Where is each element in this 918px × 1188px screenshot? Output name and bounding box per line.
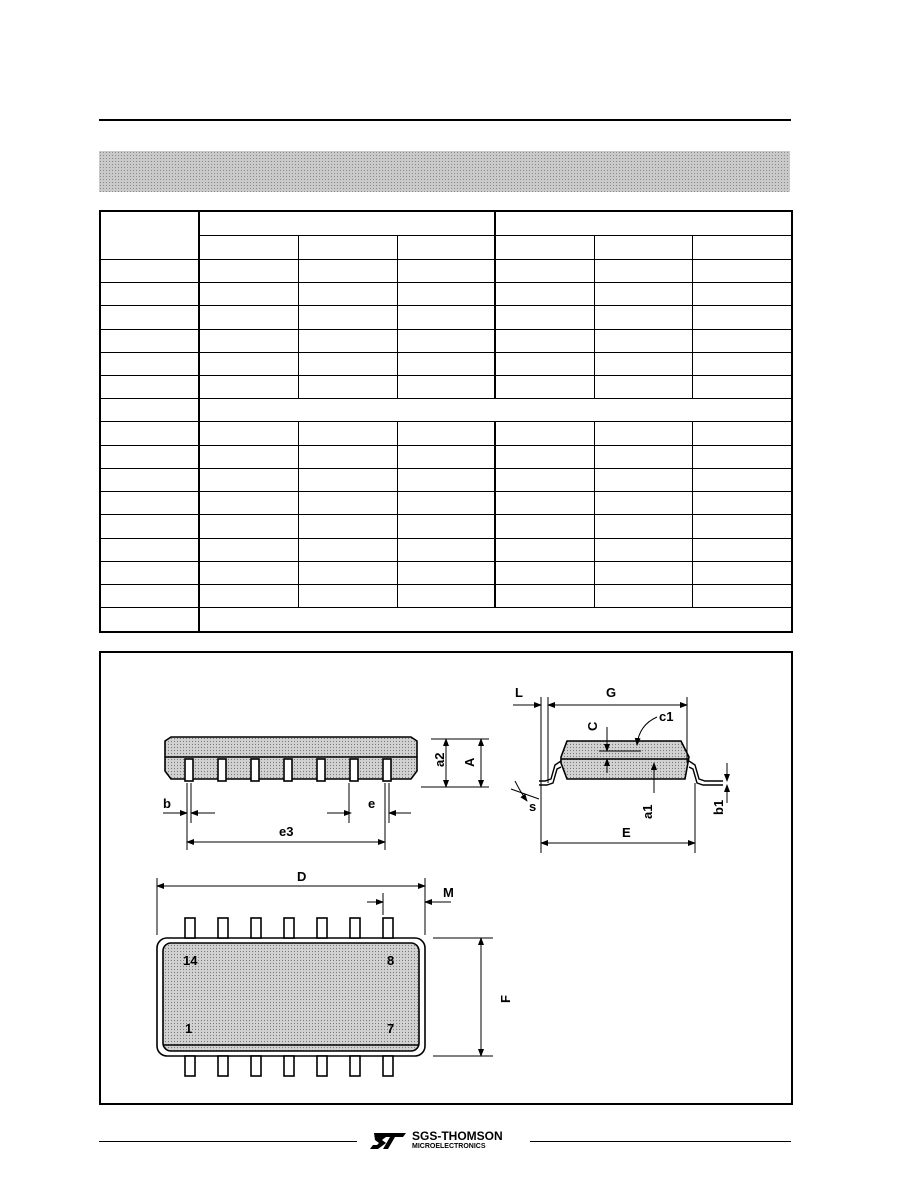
pin-7-label: 7 (387, 1021, 395, 1036)
dim-column-header (100, 211, 199, 259)
subheader-cell (298, 235, 397, 259)
top-view (157, 878, 493, 1076)
table-row (100, 561, 792, 584)
table-row (100, 376, 792, 399)
table-row-merged (100, 608, 792, 632)
label-c1: c1 (659, 709, 674, 724)
group-header-2 (495, 211, 792, 235)
subheader-cell (692, 235, 792, 259)
table-row (100, 538, 792, 561)
section-title-band (99, 151, 790, 192)
pin-14-label: 14 (183, 953, 198, 968)
label-M: M (443, 885, 454, 900)
table-subheader-row (100, 235, 792, 259)
table-header-row (100, 211, 792, 235)
subheader-cell (397, 235, 495, 259)
label-A: A (462, 757, 477, 767)
label-e: e (368, 796, 376, 811)
table-row (100, 492, 792, 515)
end-view (511, 697, 727, 853)
table-row (100, 422, 792, 445)
table-row (100, 283, 792, 306)
label-a2: a2 (432, 752, 447, 767)
table-row (100, 445, 792, 468)
package-drawing-frame (99, 651, 793, 1105)
sgs-thomson-logo (368, 1129, 528, 1155)
dimensions-table (99, 210, 793, 633)
table-row (100, 352, 792, 375)
label-C: C (585, 721, 600, 731)
label-G: G (606, 685, 617, 700)
footer-rule-left (99, 1141, 357, 1142)
label-a1: a1 (640, 804, 655, 819)
top-rule (99, 119, 791, 121)
table-row (100, 468, 792, 491)
label-b1: b1 (711, 799, 726, 815)
label-e3: e3 (279, 824, 294, 839)
package-outline-drawing (101, 653, 791, 1103)
label-E: E (622, 825, 631, 840)
table-row (100, 306, 792, 329)
footer-rule-right (530, 1141, 791, 1142)
table-row (100, 585, 792, 608)
brand-name: SGS-THOMSON (412, 1129, 503, 1143)
subheader-cell (495, 235, 594, 259)
subheader-cell (594, 235, 692, 259)
label-D: D (297, 869, 307, 884)
table-row (100, 259, 792, 282)
subheader-cell (199, 235, 298, 259)
label-L: L (515, 685, 523, 700)
pin-1-label: 1 (185, 1021, 193, 1036)
brand-subtitle: MICROELECTRONICS (412, 1143, 486, 1150)
group-header-1 (199, 211, 495, 235)
table-row (100, 515, 792, 538)
table-row-merged (100, 399, 792, 422)
label-b: b (163, 796, 171, 811)
pin-8-label: 8 (387, 953, 395, 968)
st-logo-icon (368, 1131, 408, 1151)
label-F: F (498, 995, 513, 1003)
table-row (100, 329, 792, 352)
label-s: s (529, 799, 537, 814)
